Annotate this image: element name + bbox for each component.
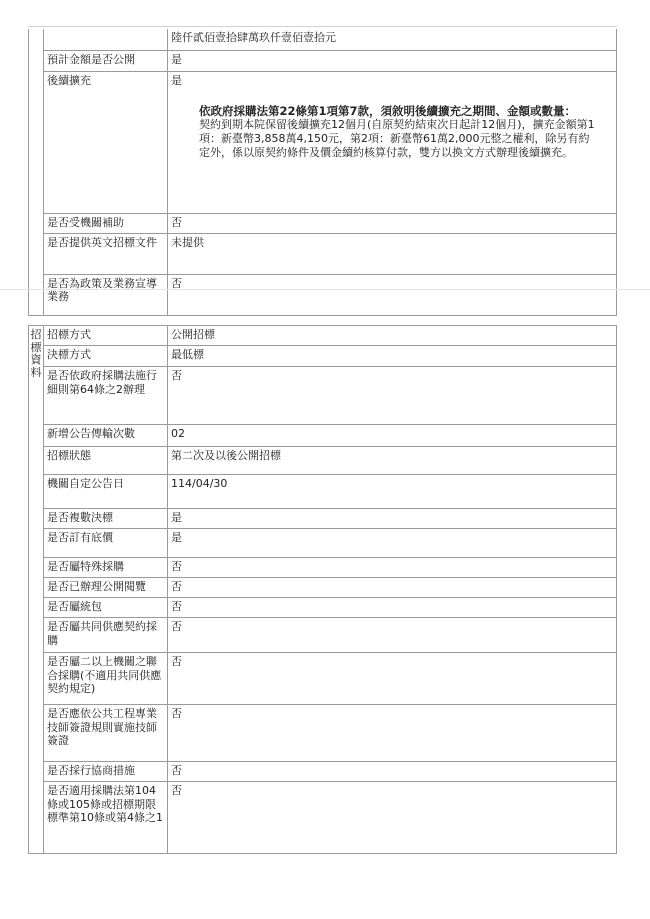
row-value: 最低標 <box>168 346 617 367</box>
table-row <box>29 447 617 475</box>
row-label: 是否採行協商措施 <box>44 762 168 782</box>
row-label: 是否適用採購法第104條或105條或招標期限標準第10條或第4條之1 <box>44 782 168 854</box>
row-value: 否 <box>168 705 617 762</box>
table-row <box>29 578 617 598</box>
row-label: 招標方式 <box>44 326 168 346</box>
table-row <box>29 509 617 529</box>
row-value: 114/04/30 <box>168 475 617 509</box>
row-label: 是否已辦理公開閱覽 <box>44 578 168 598</box>
row-value: 第二次及以後公開招標 <box>168 447 617 475</box>
row-label: 是否應依公共工程專業技師簽證規則實施技師簽證 <box>44 705 168 762</box>
budget-amount-in-words: 陸仟貳佰壹拾肆萬玖仟壹佰壹拾元 <box>168 29 617 50</box>
table-row <box>29 346 617 367</box>
row-value: 未提供 <box>168 233 617 274</box>
row-label: 是否為政策及業務宣導業務 <box>44 274 168 315</box>
row-value: 公開招標 <box>168 326 617 346</box>
row-label: 是否屬統包 <box>44 598 168 618</box>
top-rule <box>28 26 617 27</box>
row-value: 是 <box>168 50 617 71</box>
table-row <box>29 653 617 705</box>
row-label: 是否提供英文招標文件 <box>44 233 168 274</box>
table-row <box>29 274 617 315</box>
row-value: 否 <box>168 762 617 782</box>
row-value: 否 <box>168 782 617 854</box>
row-value: 02 <box>168 425 617 447</box>
page-divider <box>0 289 650 290</box>
table-row <box>29 782 617 854</box>
row-label: 是否屬特殊採購 <box>44 558 168 578</box>
table-row <box>29 29 617 50</box>
table-row <box>29 529 617 558</box>
row-label: 是否依政府採購法施行細則第64條之2辦理 <box>44 367 168 425</box>
upper-detail-table <box>28 29 617 316</box>
row-value: 否 <box>168 367 617 425</box>
table-row <box>29 326 617 346</box>
row-value: 否 <box>168 274 617 315</box>
table-row <box>29 618 617 653</box>
table-row <box>29 233 617 274</box>
row-label: 預計金額是否公開 <box>44 50 168 71</box>
table-row <box>29 705 617 762</box>
row-label: 招標狀態 <box>44 447 168 475</box>
row-label: 後續擴充 <box>44 71 168 213</box>
row-label: 決標方式 <box>44 346 168 367</box>
row-value: 否 <box>168 578 617 598</box>
table-row <box>29 598 617 618</box>
row-label: 是否訂有底價 <box>44 529 168 558</box>
row-label: 是否屬共同供應契約採購 <box>44 618 168 653</box>
row-value: 是 <box>168 509 617 529</box>
extension-heading: 依政府採購法第22條第1項第7款，須敘明後續擴充之期間、金額或數量： <box>199 104 577 118</box>
row-label: 是否複數決標 <box>44 509 168 529</box>
row-value: 否 <box>168 598 617 618</box>
table-row <box>29 213 617 233</box>
row-value: 否 <box>168 653 617 705</box>
row-value: 是 <box>168 529 617 558</box>
section-label-tender-info <box>29 326 44 854</box>
table-row <box>29 425 617 447</box>
row-label: 機關自定公告日 <box>44 475 168 509</box>
row-value: 否 <box>168 558 617 578</box>
row-label: 新增公告傳輸次數 <box>44 425 168 447</box>
table-row <box>29 558 617 578</box>
tender-info-table <box>28 325 617 854</box>
row-label: 是否受機關補助 <box>44 213 168 233</box>
row-label: 是否屬二以上機關之聯合採購(不適用共同供應契約規定) <box>44 653 168 705</box>
section-label-text: 招標資料 <box>30 328 42 379</box>
table-row <box>29 71 617 213</box>
extension-description: 契約到期本院保留後續擴充12個月(自原契約結束次日起計12個月)，擴充金額第1項：新臺幣3,858萬4,150元，第2項：新臺幣61萬2,000元整之權利，除另有約定外，係以原契約條件及價金續約核算付款，雙方以換文方式辦理後續擴充。 <box>199 118 595 159</box>
row-value: 否 <box>168 618 617 653</box>
table-row <box>29 762 617 782</box>
table-row <box>29 367 617 425</box>
row-value: 是 <box>171 73 182 87</box>
table-row <box>29 475 617 509</box>
table-row <box>29 50 617 71</box>
row-value: 否 <box>168 213 617 233</box>
